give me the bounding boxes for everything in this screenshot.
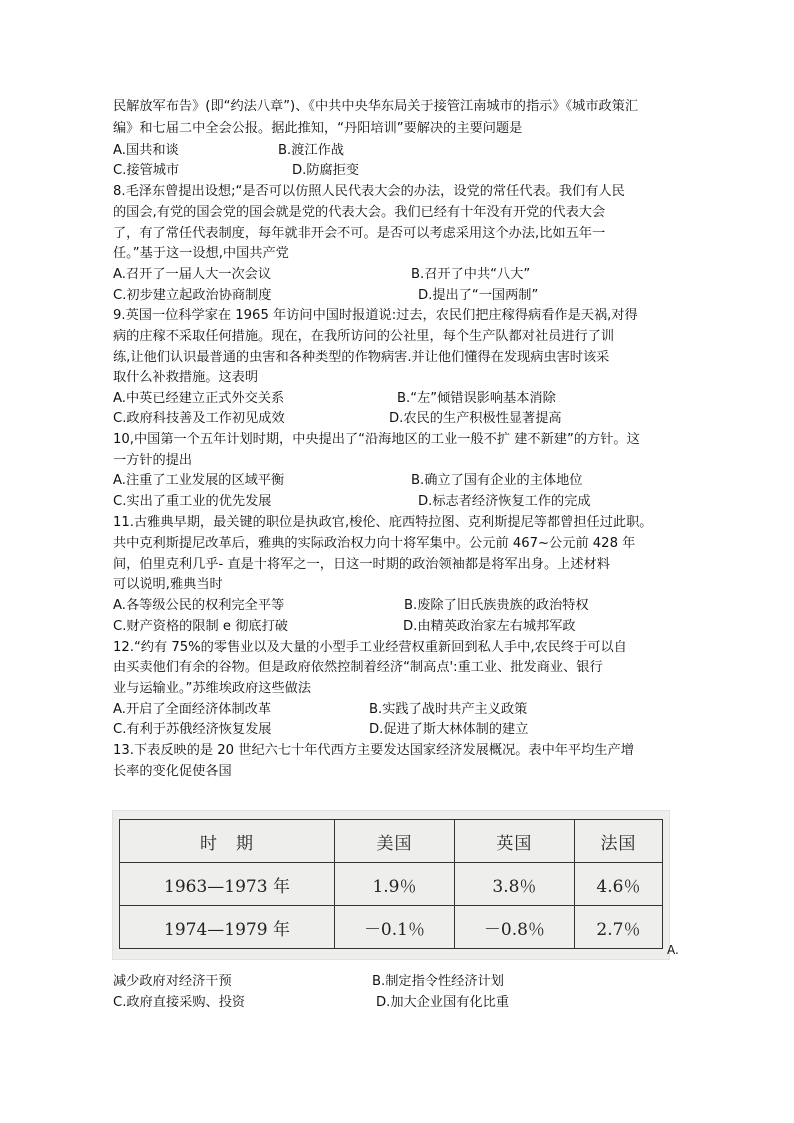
row1-period: 1963—1973 年 [120, 863, 335, 906]
q9-stem-line-2: 病的庄稼不采取任何措施。现在，在我所访问的公社里，每个生产队都对社员进行了训 [113, 329, 615, 344]
header-uk: 英国 [454, 820, 574, 863]
q9-stem-line-4: 取什么补救措施。这表明 [113, 370, 259, 385]
row2-uk: －0.8％ [454, 906, 574, 949]
q11-option-d[interactable]: D.由精英政治家左右城邦军政 [403, 619, 576, 634]
q8-option-a[interactable]: A.召开了一届人大一次会议 [113, 267, 272, 282]
table-header-row [120, 820, 663, 863]
q13-option-c[interactable]: C.政府直接采购、投资 [113, 995, 246, 1010]
row2-period: 1974—1979 年 [120, 906, 335, 949]
q12-option-b[interactable]: B.实践了战时共产主义政策 [369, 702, 528, 717]
q9-stem-line-1: 9.英国一位科学家在 1965 年访问中国时报道说:过去，农民们把庄稼得病看作是天祸,对得 [113, 308, 638, 323]
q11-stem-line-4: 可以说明,雅典当时 [113, 577, 223, 592]
q10-option-a[interactable]: A.注重了工业发展的区域平衡 [113, 473, 285, 488]
q13-stem-line-2: 长率的变化促使各国 [113, 764, 232, 779]
q12-option-a[interactable]: A.开启了全面经济体制改革 [113, 702, 272, 717]
q7-stem-line-2: 编》和七届二中全会公报。据此推知，“丹阳培训”要解决的主要问题是 [113, 121, 523, 136]
row2-usa: －0.1％ [335, 906, 455, 949]
row1-france: 4.6％ [574, 863, 662, 906]
q8-stem-line-3: 了，有了常任代表制度，每年就非开会不可。是否可以考虑采用这个办法,比如五年一 [113, 226, 606, 241]
q8-stem-line-2: 的国会,有党的国会党的国会就是党的代表大会。我们已经有十年没有开党的代表大会 [113, 205, 606, 220]
q10-option-d[interactable]: D.标志者经济恢复工作的完成 [418, 494, 591, 509]
q12-option-c[interactable]: C.有利于苏俄经济恢复发展 [113, 722, 272, 737]
q9-option-d[interactable]: D.农民的生产积极性显著提高 [389, 411, 562, 426]
q9-stem-line-3: 练,让他们认识最普通的虫害和各种类型的作物病害.并让他们懂得在发现病虫害时该采 [113, 350, 610, 365]
q8-stem-line-1: 8.毛泽东曾提出设想;“是否可以仿照人民代表大会的办法，设党的常任代表。我们有人民 [113, 184, 625, 199]
q12-stem-line-1: 12.“约有 75%的零售业以及大量的小型手工业经营权重新回到私人手中,农民终于可以自 [113, 640, 627, 655]
q10-option-c[interactable]: C.实出了重工业的优先发展 [113, 494, 272, 509]
q10-stem-line-2: 一方针的提出 [113, 453, 193, 468]
q9-option-a[interactable]: A.中英已经建立正式外交关系 [113, 391, 285, 406]
q8-option-d[interactable]: D.提出了“一国两制” [418, 288, 539, 303]
row1-uk: 3.8％ [454, 863, 574, 906]
growth-rate-table [119, 819, 663, 949]
q11-option-c[interactable]: C.财产资格的限制 e 彻底打破 [113, 619, 288, 634]
q13-option-a-text[interactable]: 减少政府对经济干预 [113, 974, 232, 989]
row2-france: 2.7％ [574, 906, 662, 949]
q9-option-c[interactable]: C.政府科技善及工作初见成效 [113, 411, 285, 426]
header-usa: 美国 [335, 820, 455, 863]
q11-stem-line-3: 间，伯里克利几乎- 直是十将军之一，日这一时期的政治领袖都是将军出身。上述材料 [113, 557, 610, 572]
q7-stem-line-1: 民解放军布告》(即“约法八章”)、《中共中央华东局关于接管江南城市的指示》《城市政策汇 [113, 99, 639, 114]
q13-option-a-marker[interactable]: A. [667, 943, 679, 957]
q12-option-d[interactable]: D.促进了斯大林体制的建立 [369, 722, 529, 737]
table-row [120, 863, 663, 906]
q12-stem-line-2: 由买卖他们有余的谷物。但是政府依然控制着经济“制高点':重工业、批发商业、银行 [113, 660, 603, 675]
q10-option-b[interactable]: B.确立了国有企业的主体地位 [411, 473, 583, 488]
q13-option-d[interactable]: D.加大企业国有化比重 [376, 995, 510, 1010]
growth-rate-table-image [112, 810, 670, 960]
q9-option-b[interactable]: B.“左”倾错误影响基本消除 [397, 391, 556, 406]
q11-option-a[interactable]: A.各等级公民的权利完全平等 [113, 598, 285, 613]
row1-usa: 1.9％ [335, 863, 455, 906]
q8-option-c[interactable]: C.初步建立起政治协商制度 [113, 288, 272, 303]
q11-option-b[interactable]: B.废除了旧氏族贵族的政治特权 [404, 598, 589, 613]
table-row [120, 906, 663, 949]
q10-stem-line-1: 10,中国第一个五年计划时期，中央提出了“沿海地区的工业一般不扩 建不新建”的方针。这 [113, 432, 640, 447]
q13-stem-line-1: 13.下表反映的是 20 世纪六七十年代西方主要发达国家经济发展概况。表中年平均生产增 [113, 743, 634, 758]
q8-stem-line-4: 任。”基于这一设想,中国共产党 [113, 246, 289, 261]
q7-option-b[interactable]: B.渡江作战 [278, 143, 344, 158]
q8-option-b[interactable]: B.召开了中共“八大” [411, 267, 531, 282]
q13-option-b[interactable]: B.制定指令性经济计划 [372, 974, 504, 989]
q7-option-a[interactable]: A.国共和谈 [113, 143, 179, 158]
q11-stem-line-2: 共中克利斯提尼改革后，雅典的实际政治权力向十将军集中。公元前 467~公元前 428 年 [113, 536, 636, 551]
q12-stem-line-3: 业与运输业。”苏维埃政府这些做法 [113, 681, 312, 696]
q7-option-c[interactable]: C.接管城市 [113, 163, 180, 178]
q11-stem-line-1: 11.古雅典早期，最关键的职位是执政官,梭伦、庇西特拉图、克利斯提尼等都曾担任过此职。 [113, 515, 653, 530]
header-period: 时 期 [120, 820, 335, 863]
header-france: 法国 [574, 820, 662, 863]
q7-option-d[interactable]: D.防腐拒变 [292, 163, 360, 178]
